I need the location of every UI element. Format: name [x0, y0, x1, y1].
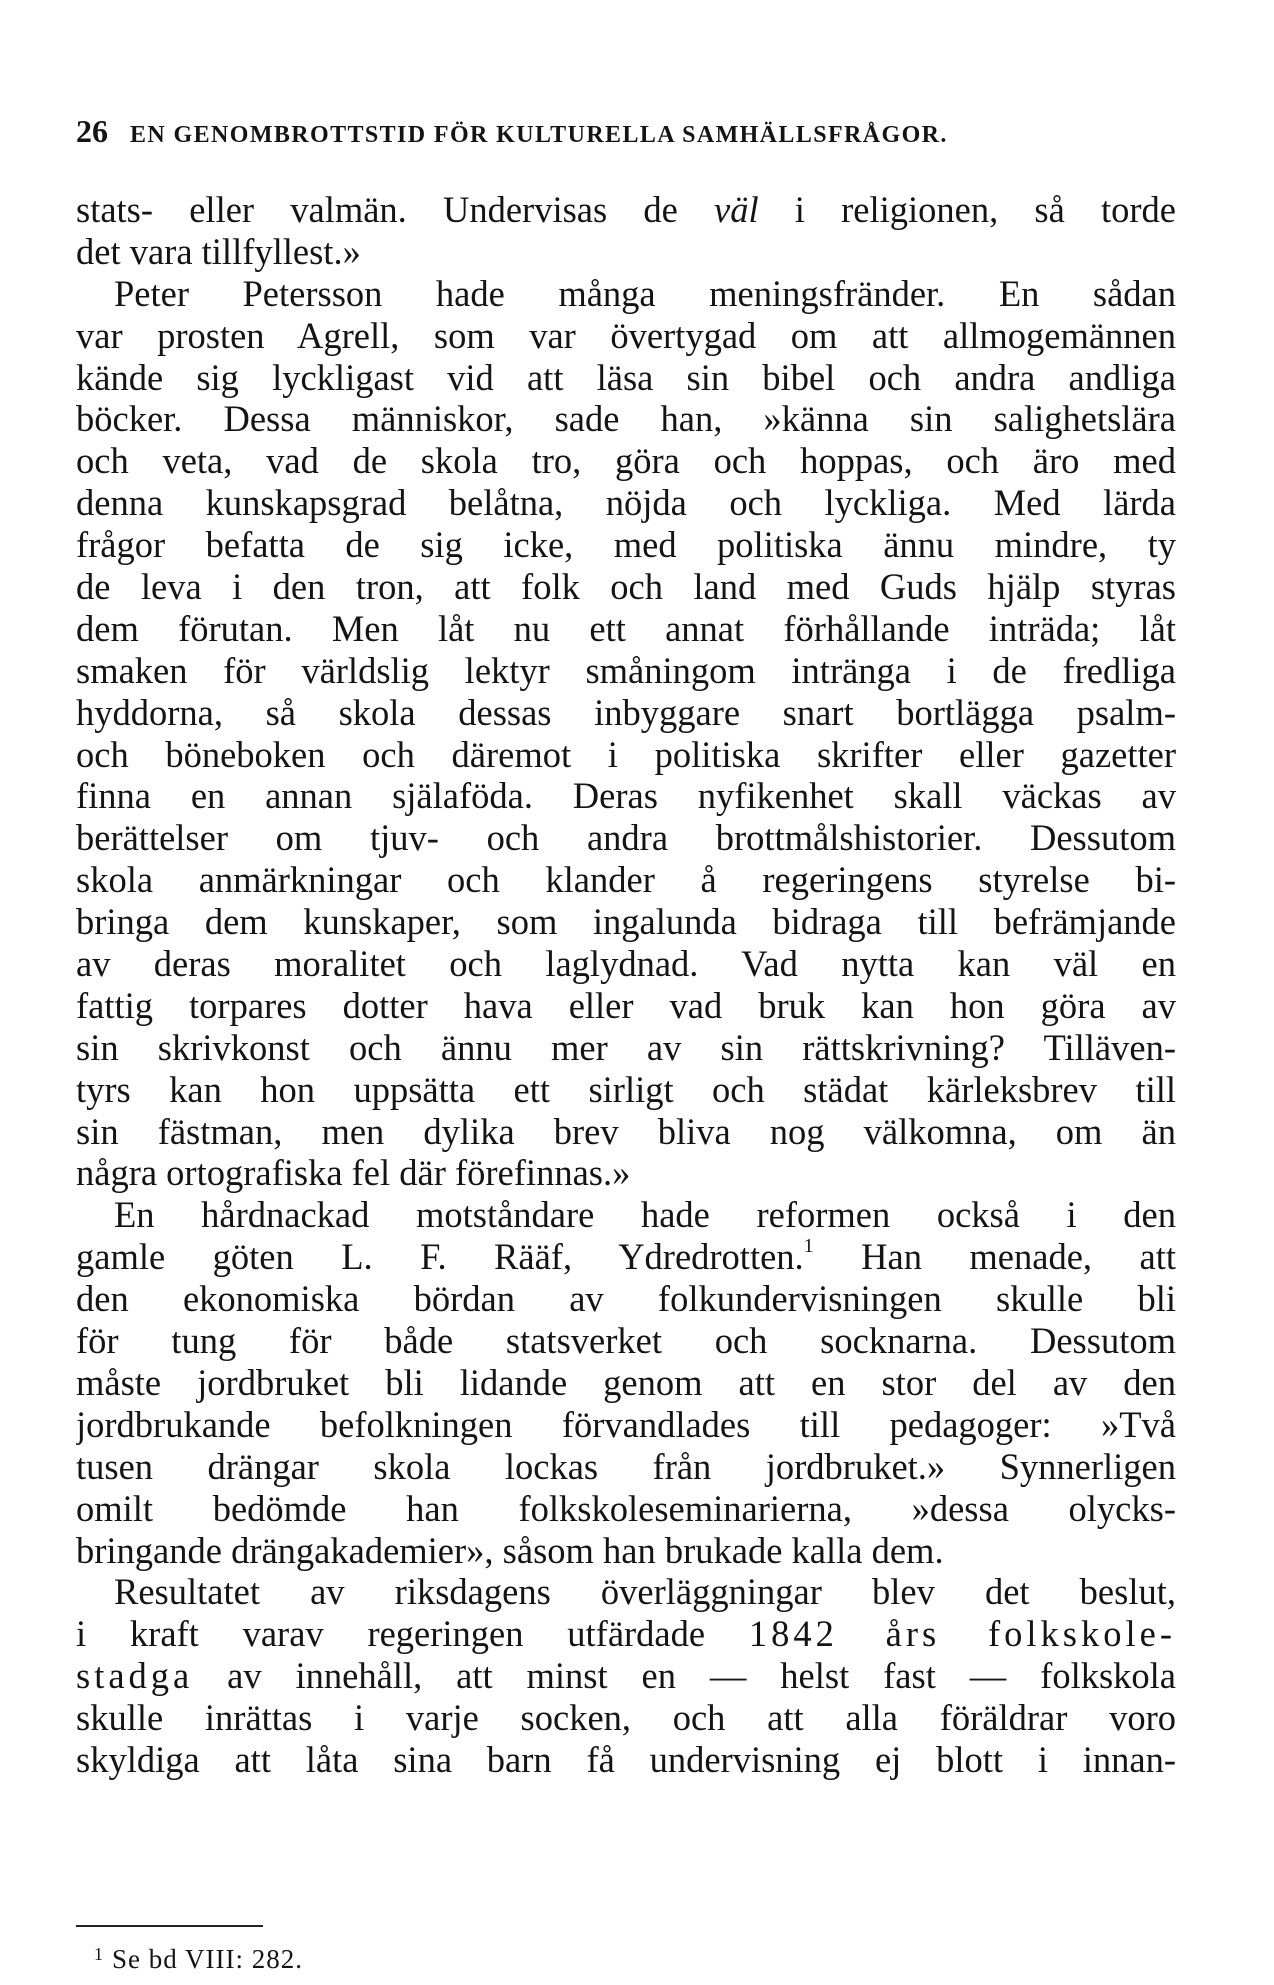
text-line: fattig torpares dotter hava eller vad bruk kan hon göra av: [76, 984, 1176, 1026]
text-line: dem förutan. Men låt nu ett annat förhållande inträda; låt: [76, 607, 1176, 649]
text-line: sin fästman, men dylika brev bliva nog välkomna, om än: [76, 1110, 1176, 1152]
text-line: måste jordbruket bli lidande genom att en stor del av den: [76, 1361, 1176, 1403]
spaced-emphasis: 1842 års folkskole-: [748, 1613, 1176, 1655]
text-line: [76, 1655, 1176, 1697]
text-line: omilt bedömde han folkskoleseminarierna, »dessa olycks-: [76, 1487, 1176, 1529]
footnote-divider: [76, 1925, 263, 1927]
text-segment: stats- eller valmän. Undervisas de: [76, 189, 715, 230]
text-segment: i religionen, så torde: [758, 189, 1176, 230]
text-line: sin skrivkonst och ännu mer av sin rättskrivning? Tilläven-: [76, 1026, 1176, 1068]
text-segment: i kraft varav regeringen utfärdade: [76, 1613, 749, 1655]
text-line: bringande drängakademier», såsom han brukade kalla dem.: [76, 1529, 944, 1571]
text-line: jordbrukande befolkningen förvandlades till pedagoger: »Två: [76, 1403, 1176, 1445]
text-line: och böneboken och däremot i politiska skrifter eller gazetter: [76, 733, 1176, 775]
body-text: [76, 189, 1176, 1781]
text-line: [76, 1613, 1176, 1655]
text-segment: av innehåll, att minst en — helst fast — folkskola: [193, 1655, 1176, 1697]
text-line: av deras moralitet och laglydnad. Vad nytta kan väl en: [76, 943, 1176, 985]
text-line: några ortografiska fel där förefinnas.»: [76, 1152, 631, 1194]
text-line: denna kunskapsgrad belåtna, nöjda och lyckliga. Med lärda: [76, 482, 1176, 524]
text-segment: Han menade, att: [813, 1236, 1176, 1278]
running-head: EN GENOMBROTTSTID FÖR KULTURELLA SAMHÄLLSFRÅGOR.: [130, 122, 948, 148]
text-line: tyrs kan hon uppsätta ett sirligt och städat kärleksbrev till: [76, 1068, 1176, 1110]
text-line: den ekonomiska bördan av folkundervisningen skulle bli: [76, 1278, 1176, 1320]
page-number: 26: [76, 113, 108, 149]
footnote: [94, 1944, 303, 1975]
text-line: [76, 189, 1176, 231]
text-line: berättelser om tjuv- och andra brottmålshistorier. Dessutom: [76, 817, 1176, 859]
text-line: och veta, vad de skola tro, göra och hoppas, och äro med: [76, 440, 1176, 482]
text-line: En hårdnackad motståndare hade reformen också i den: [114, 1194, 1176, 1236]
text-line: var prosten Agrell, som var övertygad om att allmogemännen: [76, 314, 1176, 356]
text-line: böcker. Dessa människor, sade han, »känna sin salighetslära: [76, 398, 1176, 440]
text-line: finna en annan själaföda. Deras nyfikenhet skall väckas av: [76, 775, 1176, 817]
page-header: [76, 113, 1176, 150]
text-line: bringa dem kunskaper, som ingalunda bidraga till befrämjande: [76, 901, 1176, 943]
text-line: skola anmärkningar och klander å regeringens styrelse bi-: [76, 859, 1176, 901]
text-line: de leva i den tron, att folk och land med Guds hjälp styras: [76, 566, 1176, 608]
text-line: [76, 1236, 1176, 1278]
spaced-emphasis: stadga: [76, 1655, 194, 1697]
text-line: Resultatet av riksdagens överläggningar blev det beslut,: [114, 1571, 1176, 1613]
text-line: Peter Petersson hade många meningsfränder. En sådan: [114, 272, 1176, 314]
text-line: tusen drängar skola lockas från jordbruket.» Synnerligen: [76, 1445, 1176, 1487]
text-line: frågor befatta de sig icke, med politiska ännu mindre, ty: [76, 524, 1176, 566]
text-line: skyldiga att låta sina barn få undervisning ej blott i innan-: [76, 1738, 1176, 1780]
footnote-text: Se bd VIII: 282.: [112, 1944, 303, 1974]
text-line: kände sig lyckligast vid att läsa sin bibel och andra andliga: [76, 356, 1176, 398]
text-segment: gamle göten L. F. Rääf, Ydredrotten.: [76, 1236, 804, 1278]
text-line: smaken för världslig lektyr småningom intränga i de fredliga: [76, 649, 1176, 691]
footnote-reference: 1: [803, 1236, 814, 1258]
italic-word: väl: [714, 189, 759, 230]
text-line: skulle inrättas i varje socken, och att alla föräldrar voro: [76, 1697, 1176, 1739]
text-line: för tung för både statsverket och socknarna. Dessutom: [76, 1320, 1176, 1362]
text-line: hyddorna, så skola dessas inbyggare snart bortlägga psalm-: [76, 691, 1176, 733]
footnote-marker: 1: [94, 1944, 104, 1964]
text-line: det vara tillfyllest.»: [76, 230, 361, 272]
